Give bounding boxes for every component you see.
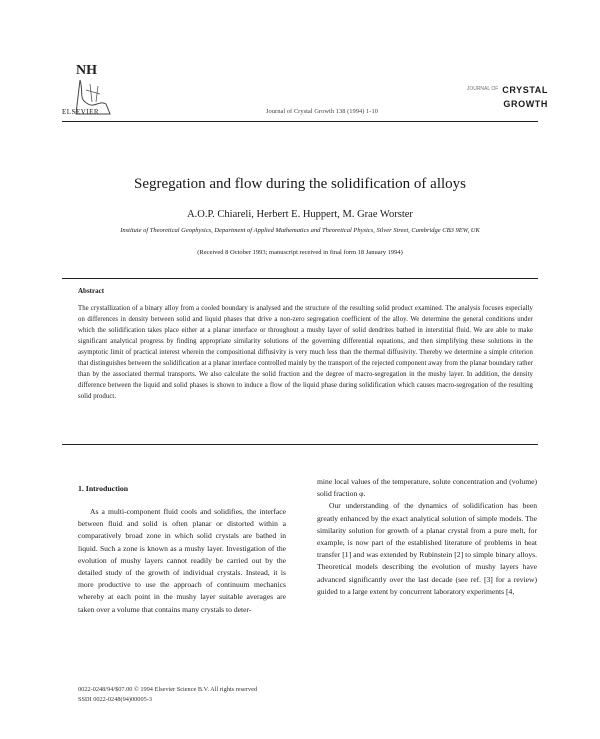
intro-paragraph-2: Our understanding of the dynamics of solidification has been greatly enhanced by the exact analytical solution of simple models. The similarity solution for growth of a planar crystal from a pure melt, for example, is now part of the established literature of problems in heat transfer [1] and was extended by Rubinstein [2] to simple binary alloys. Theoretical models describing the evolution of mushy layers have advanced significantly over the last decade (see ref. [3] for a review) guided to a large extent by concurrent laboratory experiments [4, — [317, 501, 537, 596]
journal-logo — [438, 80, 548, 109]
article-authors: A.O.P. Chiareli, Herbert E. Huppert, M. Grae Worster — [187, 209, 413, 220]
article-title: Segregation and flow during the solidification of alloys — [133, 176, 466, 192]
copyright-footer — [78, 685, 257, 705]
publisher-name: ELSEVIER — [62, 108, 100, 116]
received-dates: (Received 8 October 1993; manuscript received in final form 18 January 1994) — [197, 249, 403, 256]
intro-paragraph-continued: mine local values of the temperature, solute concentration and (volume) solid fraction φ. — [317, 477, 537, 499]
journal-reference: Journal of Crystal Growth 138 (1994) 1-10 — [266, 108, 378, 115]
intro-paragraph-1: As a multi-component fluid cools and solidifies, the interface between fluid and solid is often planar or distorted within a comparatively broad zone in which solid crystals are bathed in liquid. Such a zone is known as a mushy layer. Investigation of the evolution of mushy layers cannot readily be carried out by the detailed study of the growth of individual crystals. Instead, it is more productive to use the approach of continuum mechanics whereby at each point in the mushy layer suitable averages are taken over a volume that contains many crystals to deter- — [78, 507, 286, 614]
journal-logo-line1: CRYSTAL — [502, 85, 548, 95]
article-affiliation: Institute of Theoretical Geophysics, Department of Applied Mathematics and Theoretical Physics, Silver Street, Cambridge CB3 9EW, UK — [120, 227, 480, 234]
abstract-text: The crystallization of a binary alloy from a cooled boundary is analysed and the structure of the resulting solid product examined. The analysis focuses especially on differences in density between solid and liquid phases that drive a non-zero segregation coefficient of the alloy. We determine the general conditions under which the solidification takes place either at a planar interface or throughout a mushy layer of solid dendrites bathed in interstitial fluid. We are able to make significant analytical progress by finding appropriate similarity solutions of the governing differential equations, and then simplifying these solutions in the asymptotic limit of practical interest wherein the compositional diffusivity is very much less than the thermal diffusivity. Thereby we determine a simple criterion that distinguishes between the solidification at a planar interface controlled mainly by the transport of the rejected component away from the planar boundary rather than by the associated thermal transports. We also calculate the solid fraction and the degree of macro-segregation in the mushy layer. In addition, the density difference between the liquid and solid phases is shown to induce a flow of the liquid phase during solidification which causes macro-segregation of the resulting solid product. — [78, 305, 533, 400]
left-column — [78, 506, 286, 616]
abstract-bottom-rule — [62, 444, 538, 445]
abstract-heading: Abstract — [78, 287, 105, 295]
journal-logo-line2: GROWTH — [503, 99, 548, 109]
nh-logo-text: NH — [76, 63, 97, 78]
journal-logo-small: JOURNAL OF — [466, 85, 499, 92]
ssdi-line: SSDI 0022-0248(94)00005-3 — [78, 696, 152, 703]
abstract-top-rule — [62, 278, 538, 279]
copyright-line: 0022-0248/94/$07.00 © 1994 Elsevier Science B.V. All rights reserved — [78, 686, 258, 693]
right-column — [317, 476, 537, 598]
header-rule — [62, 121, 538, 122]
section-heading-introduction: 1. Introduction — [78, 484, 129, 493]
